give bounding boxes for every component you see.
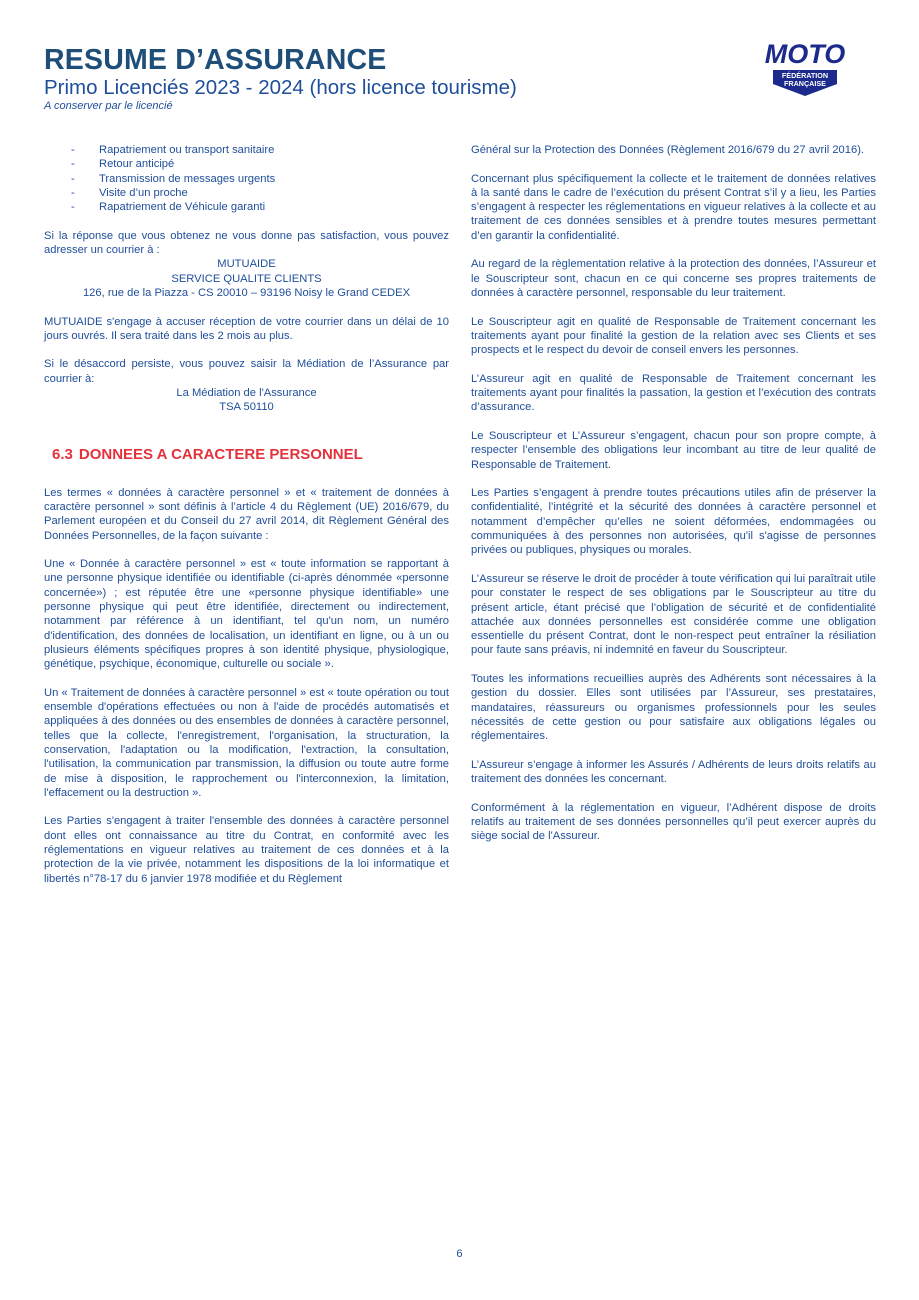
paragraph: Général sur la Protection des Données (Règlement 2016/679 du 27 avril 2016). — [471, 144, 865, 156]
list-item: - Visite d’un proche — [71, 186, 188, 199]
page-title: RESUME D’ASSURANCE — [44, 44, 387, 76]
logo-line1: FÉDÉRATION — [781, 71, 829, 80]
paragraph: L’Assureur se réserve le droit de procéder à toute vérification qui lui paraîtrait utile pour constater le respect de ses obligations par le Souscripteur au titre du présent article, étant précisé que l’obligation de sécurité et de confidentialité attachée aux données personnelles est considérée comme une obligation essentielle du présent Contrat, dont le non-respect peut entraîner la résiliation pour faute sans préavis, ni indemnité en faveur du Souscripteur. — [471, 572, 876, 657]
paragraph: Les Parties s'engagent à traiter l'ensemble des données à caractère personnel dont elles ont connaissance au titre du Contrat, en conformité avec les réglementations en vigueur relatives au traitement de ces données et à la protection de la vie privée, notamment les dispositions de la loi informatique et libertés n°78-17 du 6 janvier 1978 modifiée et du Règlement — [44, 815, 449, 885]
paragraph: Toutes les informations recueillies auprès des Adhérents sont nécessaires à la gestion du dossier. Elles sont utilisées par l’Assureur, ses prestataires, mandataires, réassureurs ou organismes professionnels pour les seules nécessités de cette gestion ou pour satisfaire aux obligations légales ou réglementaires. — [471, 672, 876, 743]
keep-note: A conserver par le licencié — [44, 100, 173, 112]
assistance-list — [44, 143, 449, 214]
list-item: - Rapatriement de Véhicule garanti — [71, 201, 266, 214]
paragraph: Conformément à la réglementation en vigueur, l’Adhérent dispose de droits relatifs au traitement de ses données personnelles qu’il peut exercer auprès du siège social de l'Assureur. — [471, 801, 876, 843]
logo-wordmark: MOTO — [764, 39, 846, 69]
paragraph: Un « Traitement de données à caractère personnel » est « toute opération ou tout ensemble d'opérations effectuées ou non à l'aide de procédés automatisés et appliquées à des données ou des ensembles de données à caractère personnel, telles que la collecte, l'enregistrement, l'organisation, la structuration, la conservation, l'adaptation ou la modification, l'extraction, la consultation, l'utilisation, la communication par transmission, la diffusion ou toute autre forme de mise à disposition, le rapprochement ou l'interconnexion, la limitation, l'effacement ou la destruction ». — [44, 686, 449, 799]
paragraph: Concernant plus spécifiquement la collecte et le traitement de données relatives à la santé dans le cadre de l’exécution du présent Contrat s’il y a lieu, les Parties s’engagent à respecter les réglementations en vigueur relatives à la collecte et au traitement de ces données sensibles et à prendre toutes mesures permettant d’en garantir la confidentialité. — [471, 172, 876, 242]
paragraph: MUTUAIDE s'engage à accuser réception de votre courrier dans un délai de 10 jours ouvrés. Il sera traité dans les 2 mois au plus. — [44, 315, 449, 342]
page-number: 6 — [456, 1248, 463, 1260]
paragraph: Si la réponse que vous obtenez ne vous donne pas satisfaction, vous pouvez adresser un courrier à : — [44, 229, 449, 257]
ffm-logo — [761, 36, 849, 98]
section-heading: 6.3 DONNEES A CARACTERE PERSONNEL — [52, 445, 363, 463]
paragraph: Le Souscripteur agit en qualité de Responsable de Traitement concernant les traitements ayant pour finalité la gestion de la relation avec ses Clients et ses prospects et le respect du devoir de conseil envers les personnes. — [471, 315, 876, 357]
paragraph: L’Assureur agit en qualité de Responsable de Traitement concernant les traitements ayant pour finalités la passation, la gestion et l’exécution des contrats d’assurance. — [471, 372, 876, 414]
document-header — [44, 44, 744, 113]
paragraph: Au regard de la règlementation relative à la protection des données, l’Assureur et le Souscripteur sont, chacun en ce qui concerne ses propres traitements de données à caractère personnel, responsable du leur traitement. — [471, 258, 876, 299]
mediation-address: La Médiation de l'Assurance TSA 50110 — [176, 387, 317, 414]
paragraph: Les Parties s’engagent à prendre toutes précautions utiles afin de préserver la confidentialité, l’intégrité et la sécurité des données à caractère personnel et notamment d’empêcher qu’elles ne soient déformées, endommagées ou communiquées à des personnes non autorisées, qu'il s'agisse de personnes privées ou publiques, physiques ou morales. — [471, 487, 876, 557]
list-item: - Retour anticipé — [71, 158, 175, 171]
paragraph: Une « Donnée à caractère personnel » est « toute information se rapportant à une personne physique identifiée ou identifiable (ci-après dénommée «personne concernée») ; est réputée être une «personne physique identifiable» une personne physique qui peut être identifiée, directement ou indirectement, notamment par référence à un identifiant, tel qu'un nom, un numéro d'identification, des données de localisation, un identifiant en ligne, ou à un ou plusieurs éléments spécifiques propres à son identité physique, physiologique, génétique, psychique, économique, culturelle ou sociale ». — [44, 558, 449, 671]
page-subtitle: Primo Licenciés 2023 - 2024 (hors licence tourisme) — [44, 76, 517, 99]
paragraph: Les termes « données à caractère personnel » et « traitement de données à caractère personnel » sont définis à l’article 4 du Règlement (UE) 2016/679, du Parlement européen et du Conseil du 27 avril 2014, dit Règlement Général des Données Personnelles, de la façon suivante : — [44, 486, 449, 542]
address-block: MUTUAIDE SERVICE QUALITE CLIENTS 126, rue de la Piazza - CS 20010 – 93196 Noisy le Grand CEDEX — [82, 258, 411, 299]
paragraph: Si le désaccord persiste, vous pouvez saisir la Médiation de l’Assurance par courrier à: — [44, 358, 449, 385]
logo-line2: FRANÇAISE — [784, 79, 826, 88]
list-item: - Transmission de messages urgents — [71, 172, 276, 185]
list-item: - Rapatriement ou transport sanitaire — [71, 144, 275, 156]
left-column — [44, 143, 449, 900]
paragraph: Le Souscripteur et L’Assureur s’engagent, chacun pour son propre compte, à respecter l’ensemble des obligations leur incombant au titre de leur qualité de Responsable de Traitement. — [471, 429, 876, 471]
paragraph: L’Assureur s’engage à informer les Assurés / Adhérents de leurs droits relatifs au traitement des données les concernant. — [471, 758, 876, 786]
right-column — [471, 143, 876, 858]
